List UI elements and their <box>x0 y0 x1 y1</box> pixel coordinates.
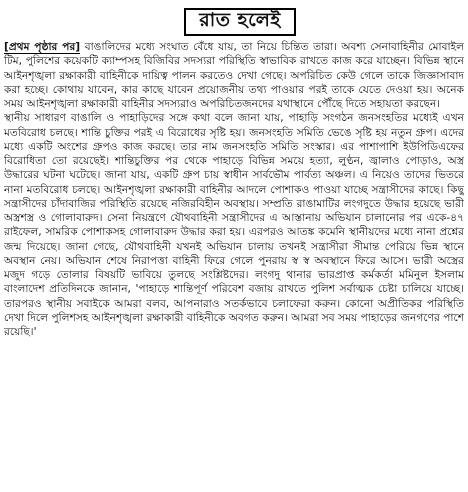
article-paragraph-1 <box>4 40 464 111</box>
headline-text: রাত হলেই <box>199 9 281 31</box>
paragraph-1-text: বাঙালিদের মধ্যে সংঘাত বেঁধে যায়, তা নিয়ে চিন্তিত তারা। অবশ্য সেনাবাহিনীর মোবাইল টিম, পুলিশের কয়েকটি ক্যাম্পসহ বিজিবির সদস্যরা পরিস্থিতি স্বাভাবিক রাখতে কাজ করে যাচ্ছেন। বিভিন্ন স্থানে আইনশৃঙ্খলা রক্ষাকারী বাহিনীকে দায়িত্ব পালন করতেও দেখা গেছে। অপরিচিত কেউ গেলে তাকে জিজ্ঞাসাবাদ করা হচ্ছে। কোথায় যাবেন, কার কাছে যাবেন প্রয়োজনীয় তথ্য পাওয়ার পরই তাকে যেতে দেওয়া হয়। অনেক সময় আইনশৃঙ্খলা রক্ষাকারী বাহিনীর সদস্যরাও অপরিচিতজনদের যথাস্থানে পৌঁছে দিতে সহায়তা করছেন। <box>4 41 464 110</box>
article-body <box>4 40 464 490</box>
lead-label: [প্রথম পৃষ্ঠার পর] <box>4 41 81 53</box>
headline <box>184 8 296 36</box>
article-paragraph-2 <box>4 111 464 339</box>
paragraph-2-text: স্থানীয় সাধারণ বাঙালি ও পাহাড়িদের সঙ্গে কথা বলে জানা যায়, পাহাড়ি সংগঠন জনসংহতির মধ্যেই এখন মতবিরোধ চলছে। শান্তি চুক্তির পরই এ বিরোধের সৃষ্টি হয়। জনসংহতি সমিতি ভেঙে সৃষ্টি হয় নতুন গ্রুপ। এদের মধ্যে একটি অংশের গ্রুপও কাজ করছে। তার নাম জনসংহতি সমিতি সংস্কার। এর পাশাপাশি ইউপিডিএফের বিরোধিতা তো রয়েছেই। শান্তিচুক্তির পর থেকে পাহাড়ে বিভিন্ন সময়ে হত্যা, লুণ্ঠন, জ্বালাও পোড়াও, অস্ত্র উদ্ধারের ঘটনা ঘটেছে। জানা যায়, একটি গ্রুপ চায় স্বাধীন সার্বভৌম পার্বত্য অঞ্চল। এ নিয়েও তাদের ভিতরে নানা মতবিরোধ চলছে। আইনশৃঙ্খলা রক্ষাকারী বাহিনীর আদলে পোশাকও পাওয়া যাচ্ছে সন্ত্রাসীদের কাছে। কিছু সন্ত্রাসীদের চাঁদাবাজির পরিস্থিতি রয়েছে নজিরবিহীন অবস্থায়। সম্প্রতি রাঙামাটির লংগদুতে উদ্ধার হয়েছে ভারী অস্ত্রশস্ত্র ও গোলাবারুদ। সেনা নিয়ন্ত্রণে যৌথবাহিনী সন্ত্রাসীদের এ আস্তানায় অভিযান চালানোর পর একে-৪৭ রাইফেল, সামরিক পোশাকসহ গোলাবারুদ উদ্ধার করা হয়। এরপরও আতঙ্ক কমেনি স্থানীয়দের মধ্যে নানা প্রশ্নের জন্ম দিয়েছে। জানা গেছে, যৌথবাহিনী যখনই অভিযান চালায় তখনই সন্ত্রাসীরা সীমান্ত পেরিয়ে ভিন্ন স্থানে অবস্থান নেয়। অভিযান শেষে নিরাপত্তা বাহিনী ফিরে গেলে পুনরায় স্ব স্ব অবস্থানে ফিরে আসে। ভারী অস্ত্রের মজুদ গড়ে তোলার বিষয়টি ভাবিয়ে তুলছে সংশ্লিষ্টদের। লংগদু থানার ভারপ্রাপ্ত কর্মকর্তা মমিনুল ইসলাম বাংলাদেশ প্রতিদিনকে জানান, 'পাহাড়ে শান্তিপূর্ণ পরিবেশ বজায় রাখতে পুলিশ সর্বাত্মক চেষ্টা চালিয়ে যাচ্ছে। তারপরও স্থানীয় সবাইকে আমরা বলব, আপনারাও সতর্কভাবে চলাফেরা করুন। কোনো অপ্রীতিকর পরিস্থিতি দেখা দিলে পুলিশসহ আইনশৃঙ্খলা রক্ষাকারী বাহিনীকে অবগত করুন। আমরা সব সময় পাহাড়ের জনগণের পাশে রয়েছি।' <box>4 112 464 338</box>
